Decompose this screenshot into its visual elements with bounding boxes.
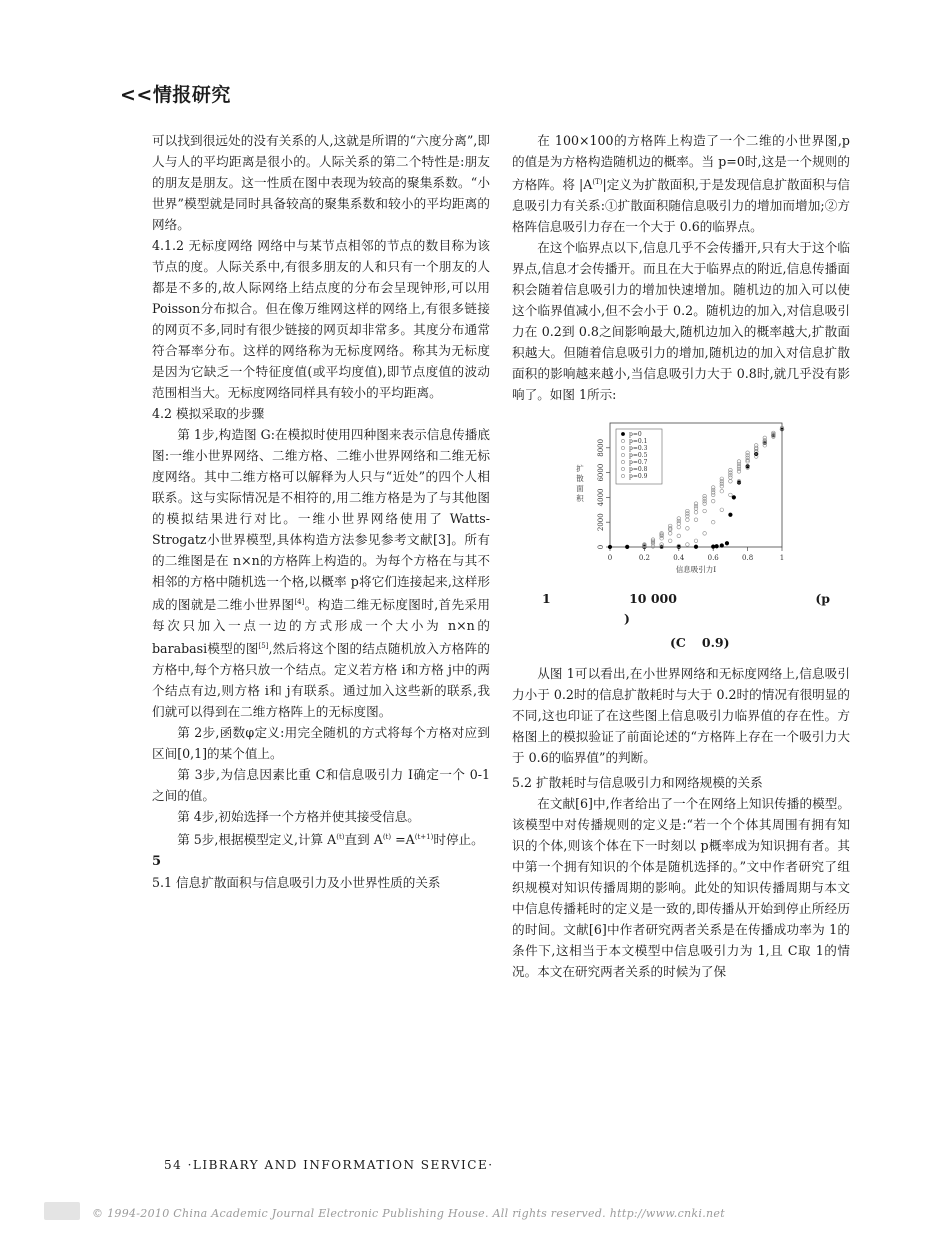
- superscript: (t): [336, 833, 345, 842]
- data-point: [703, 509, 707, 513]
- text: 时停止。: [433, 832, 484, 848]
- text: 第 5步,根据模型定义,计算 A: [177, 832, 337, 848]
- y-tick-label: 6000: [597, 463, 605, 482]
- data-point: [686, 527, 690, 531]
- data-point: [686, 543, 690, 547]
- legend-label: p=0.9: [629, 473, 648, 481]
- journal-title: <<情报研究: [120, 84, 231, 106]
- paragraph-step3: 第 3步,为信息因素比重 C和信息吸引力 I确定一个 0-1之间的值。: [152, 767, 490, 804]
- data-point: [677, 526, 681, 530]
- paragraph: 从图 1可以看出,在小世界网络和无标度网络上,信息吸引力小于 0.2时的信息扩散耗时与大于 0.2时的情况有很明显的不同,这也印证了在这些图上信息吸引力临界值的存在性。方格图上的模拟验证了前面论述的“方格阵上存在一个吸引力大于 0.6的临界值”的判断。: [512, 666, 850, 766]
- section-heading-4-2: 4.2 模拟采取的步骤: [152, 406, 265, 421]
- legend-label: p=0: [629, 431, 642, 439]
- data-point: [686, 509, 690, 513]
- x-tick-label: 1: [779, 554, 785, 563]
- paragraph-step4: 第 4步,初始选择一个方格并使其接受信息。: [177, 809, 420, 825]
- citation: [5]: [258, 642, 269, 651]
- data-point: [668, 524, 672, 528]
- y-tick-label: 0: [597, 544, 605, 550]
- cnki-logo: [44, 1202, 80, 1220]
- section-heading-5-1: 5.1 信息扩散面积与信息吸引力及小世界性质的关系: [152, 874, 441, 890]
- data-point: [694, 502, 698, 506]
- legend-label: p=0.8: [629, 466, 648, 474]
- legend-label: p=0.7: [629, 459, 648, 467]
- data-point: [732, 496, 736, 500]
- data-point: [725, 542, 729, 546]
- data-point: [711, 486, 715, 490]
- data-point: [686, 518, 690, 522]
- right-column: [512, 130, 850, 982]
- page-footer: 54 ·LIBRARY AND INFORMATION SERVICE·: [164, 1158, 494, 1172]
- citation: [4]: [294, 598, 305, 606]
- data-point: [694, 518, 698, 522]
- data-point: [720, 477, 724, 481]
- text: 第 1步,构造图 G:在模拟时使用四种图来表示信息传播底图:一维小世界网络、二维方格、二维小世界网络和二维无标度网络。其中二维方格可以解释为人只与“近处”的四个人相联系。这与实际情况是不相符的,用二维方格是为了与其他图的模拟结果进行对比。一维小世界网络使用了 Watts-Strogatz小世界模型,具体构造方法参见参考文献[3]。所有的二维图是在 n×n的方格阵上构造的。为每个方格在与其不相邻的方格中随机选一个格,以概率 p将它们连接起来,这样形成的图就是二维小世界图: [152, 427, 490, 613]
- legend-label: p=0.5: [629, 452, 648, 460]
- text: ,然后将这个图的结点随机放入方格阵的方格中,每个方格只放一个结点。定义若方格 i和方格 j中的两个结点有边,则方格 i和 j有联系。通过加入这些新的联系,我们就可以得到在二维方格阵上的无标度图。: [152, 641, 490, 720]
- y-axis-label-char: 散: [576, 474, 584, 484]
- paragraph: 在这个临界点以下,信息几乎不会传播开,只有大于这个临界点,信息才会传播开。而且在大于临界点的附近,信息传播面积会随着信息吸引力的增加快速增加。随机边的加入可以使这个临界值减小,但不会小于 0.2。随机边的加入,对信息吸引力在 0.2到 0.8之间影响最大,随机边加入的概率越大,扩散面积越大。但随着信息吸引力的增加,随机边的加入对信息扩散面积的影响越来越小,当信息吸引力大于 0.8时,就几乎没有影响了。如图 1所示:: [512, 240, 850, 403]
- text: 直到 A: [344, 832, 383, 848]
- data-point: [677, 534, 681, 538]
- data-point: [668, 532, 672, 536]
- data-point: [711, 545, 715, 549]
- paragraph: 可以找到很远处的没有关系的人,这就是所谓的“六度分离”,即人与人的平均距离是很小的。人际关系的第二个特性是:朋友的朋友是朋友。这一性质在图中表现为较高的聚集系数。“小世界”模型就是同时具备较高的聚集系数和较小的平均距离的网络。: [152, 133, 490, 232]
- section-heading-4-1-2: 4.1.2 无标度网络 网络中与某节点相邻的节点的数目称为该节点的度。人际关系中,有很多朋友的人和只有一个朋友的人都是不多的,故人际网络上结点度的分布会呈现钟形,可以用 Poisson分布拟合。但在像万维网这样的网络上,有很多链接的网页不多,同时有很少链接的网页却非常多。其度分布通常符合幂率分布。这样的网络称为无标度网络。称其为无标度是因为它缺乏一个特征度值(或平均度值),即节点度值的波动范围相当大。无标度网络同样具有较小的平均距离。: [152, 238, 490, 400]
- x-tick-label: 0: [607, 554, 613, 563]
- section-heading-5-2: 5.2 扩散耗时与信息吸引力和网络规模的关系: [512, 775, 763, 791]
- y-axis-label-char: 面: [576, 484, 584, 494]
- x-axis-label: 信息吸引力I: [675, 565, 717, 575]
- x-tick-label: 0.8: [742, 554, 754, 563]
- text: 。构造二维无标度图时,首先采用每次只加入一点一边的方式形成一个大小为 n×n的 barabasi模型的图: [152, 597, 490, 657]
- data-point: [729, 469, 733, 473]
- data-point: [668, 539, 672, 543]
- paragraph-step2: 第 2步,函数φ定义:用完全随机的方式将每个方格对应到区间[0,1]的某个值上。: [152, 725, 490, 762]
- data-point: [711, 500, 715, 504]
- figure-caption: [512, 589, 850, 653]
- data-point: [711, 521, 715, 525]
- data-point: [703, 495, 707, 499]
- y-axis-label-char: 扩: [576, 464, 584, 474]
- caption-part: 1: [542, 591, 551, 607]
- y-tick-label: 2000: [597, 513, 605, 532]
- caption-part: 0.9): [701, 635, 730, 651]
- data-point: [625, 545, 629, 549]
- left-column: [152, 130, 490, 893]
- caption-part: ): [624, 611, 630, 627]
- superscript: (t+1): [414, 833, 434, 842]
- y-tick-label: 8000: [597, 439, 605, 457]
- text: =A: [391, 832, 415, 848]
- data-point: [694, 539, 698, 543]
- section-number-5: 5: [152, 853, 162, 869]
- caption-part: (C: [670, 635, 686, 651]
- data-point: [608, 545, 612, 549]
- data-point: [720, 544, 724, 548]
- data-point: [703, 532, 707, 536]
- data-point: [720, 508, 724, 512]
- data-point: [677, 517, 681, 521]
- scatter-chart: [562, 415, 802, 575]
- caption-part: (p: [815, 591, 830, 607]
- data-point: [694, 545, 698, 549]
- data-point: [715, 545, 719, 549]
- paragraph: [512, 130, 850, 237]
- data-point: [694, 511, 698, 515]
- data-point: [737, 460, 741, 464]
- text: 在 100×100的方格阵上构造了一个二维的小世界图,p的值是为方格构造随机边的概率。当 p=0时,这是一个规则的方格阵。将 |A: [512, 133, 850, 193]
- text: |定义为扩散面积,于是发现信息扩散面积与信息吸引力有关系:①扩散面积随信息吸引力的增加而增加;②方格阵信息吸引力存在一个大于 0.6的临界点。: [512, 177, 851, 235]
- paragraph-step5: [152, 827, 490, 850]
- data-point: [729, 513, 733, 517]
- x-tick-label: 0.4: [673, 554, 685, 563]
- copyright-notice: © 1994-2010 China Academic Journal Electronic Publishing House. All rights reserved. http://www.cnki.net: [92, 1207, 725, 1220]
- y-tick-label: 4000: [597, 488, 605, 507]
- paragraph: 在文献[6]中,作者给出了一个在网络上知识传播的模型。该模型中对传播规则的定义是:“若一个个体其周围有拥有知识的个体,则该个体在下一时刻以 p概率成为知识拥有者。其中第一个拥有知识的个体是随机选择的。”文中作者研究了组织规模对知识传播周期的影响。此处的知识传播周期与本文中信息传播耗时的定义是一致的,即传播从开始到停止所经历的时间。文献[6]中作者研究两者关系是在传播成功率为 1的条件下,这相当于本文模型中信息吸引力为 1,且 C取 1的情况。本文在研究两者关系的时候为了保: [512, 796, 850, 980]
- legend-label: p=0.3: [629, 445, 648, 453]
- data-point: [754, 444, 758, 448]
- data-point: [763, 436, 767, 440]
- caption-part: 10 000: [629, 591, 677, 607]
- superscript: (t): [382, 833, 392, 842]
- x-tick-label: 0.6: [707, 554, 719, 563]
- figure-1-chart: [562, 415, 802, 575]
- legend-label: p=0.1: [629, 438, 648, 446]
- legend-marker: [621, 433, 624, 436]
- y-axis-label-char: 积: [576, 494, 584, 504]
- x-tick-label: 0.2: [638, 554, 650, 563]
- data-point: [746, 451, 750, 455]
- data-point: [729, 493, 733, 497]
- data-point: [729, 480, 733, 484]
- data-point: [720, 490, 724, 494]
- paragraph-step1: [152, 424, 490, 722]
- superscript: (T): [592, 178, 603, 186]
